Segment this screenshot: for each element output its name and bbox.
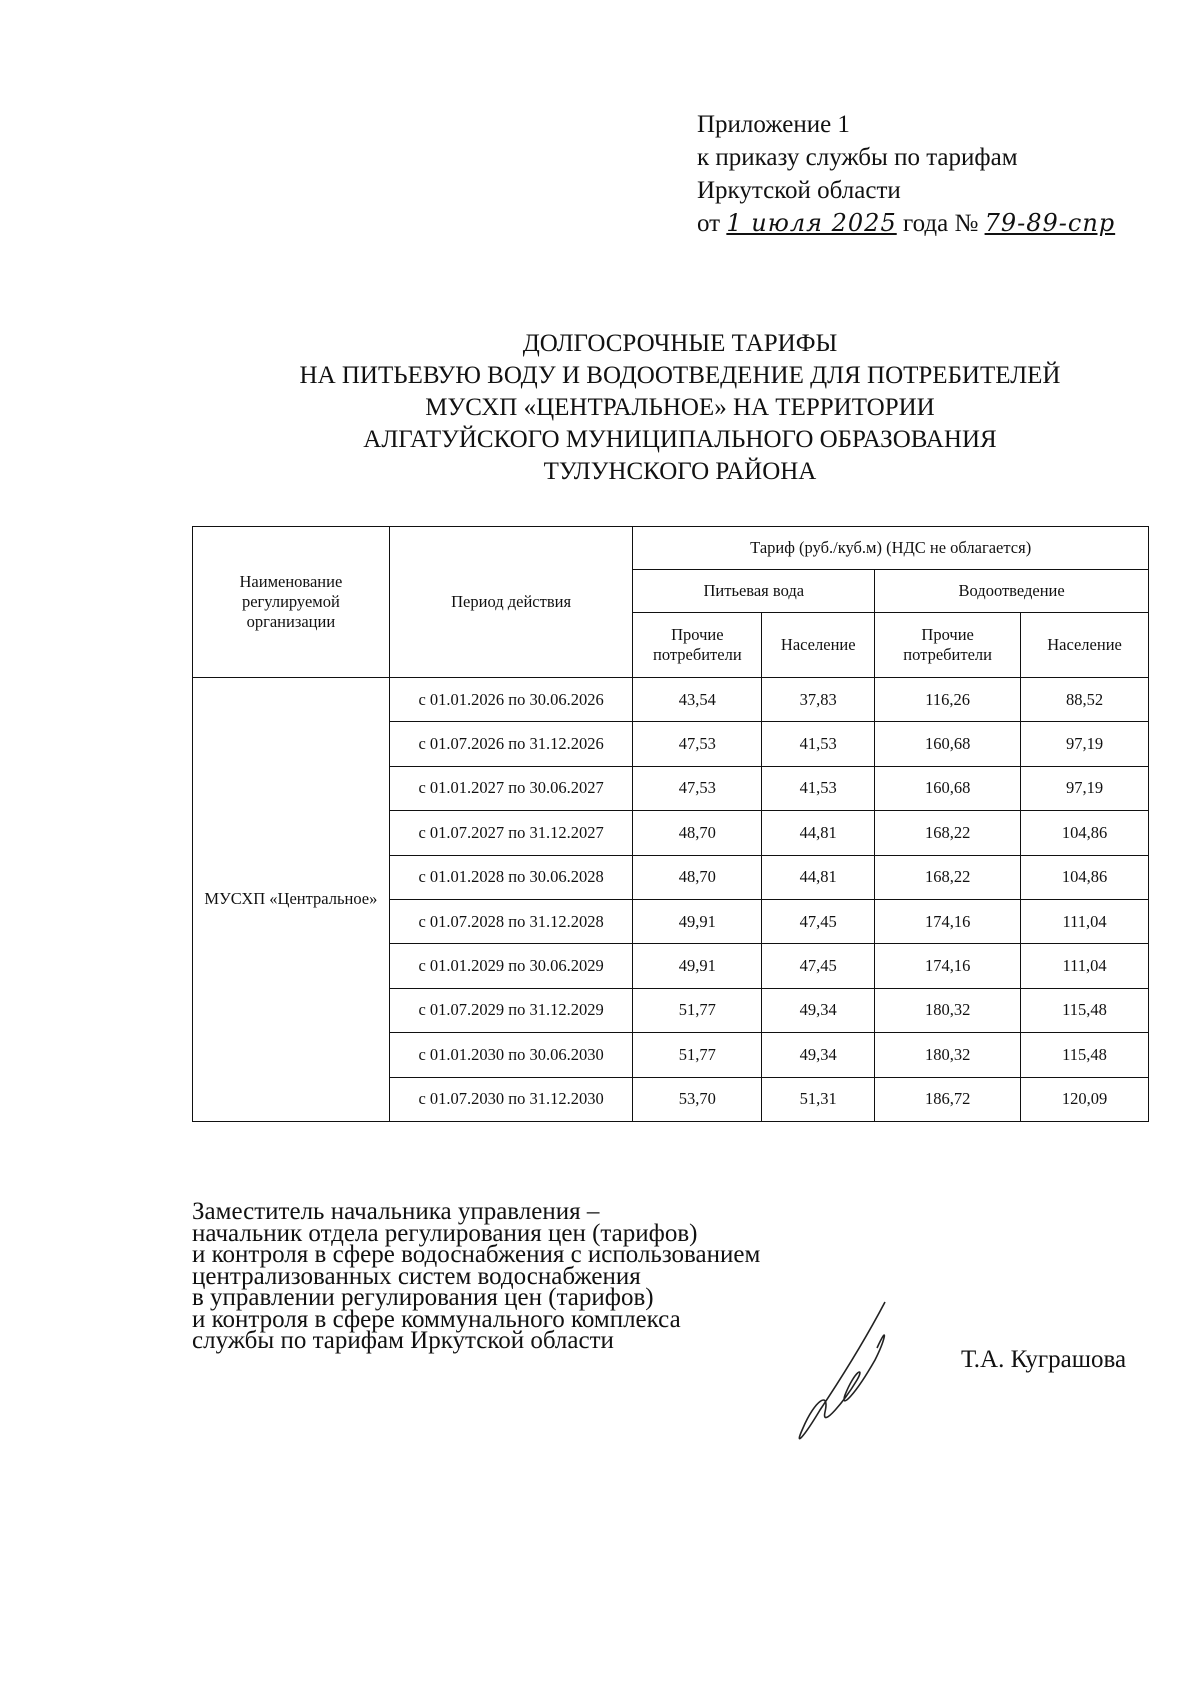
signer-title-line: централизованных систем водоснабжения [192,1262,641,1290]
signer-name: Т.А. Кугрaшова [961,1346,1127,1373]
water-population-cell: 49,34 [762,1033,875,1077]
period-cell: с 01.01.2027 по 30.06.2027 [389,766,633,810]
water-other-cell: 51,77 [633,988,762,1032]
water-population-cell: 47,45 [762,899,875,943]
appendix-line-1: Приложение 1 [697,111,850,138]
water-population-cell: 49,34 [762,988,875,1032]
sewer-other-cell: 180,32 [875,1033,1021,1077]
sewer-other-cell: 160,68 [875,766,1021,810]
appendix-line-2: к приказу службы по тарифам [697,144,1018,171]
header-water: Питьевая вода [633,570,875,613]
tariff-table [192,526,1149,1122]
water-other-cell: 49,91 [633,944,762,988]
water-population-cell: 44,81 [762,811,875,855]
signer-title-line: в управлении регулирования цен (тарифов) [192,1284,654,1311]
header-sewer: Водоотведение [875,570,1149,613]
document-title [180,328,1180,488]
title-line-3: МУСХП «ЦЕНТРАЛЬНОЕ» НА ТЕРРИТОРИИ [425,394,935,421]
water-population-cell: 37,83 [762,678,875,722]
header-water-population: Население [762,613,875,678]
water-population-cell: 51,31 [762,1077,875,1121]
signature-block [192,1198,761,1354]
handwritten-signature [785,1300,905,1450]
water-other-cell: 48,70 [633,855,762,899]
water-population-cell: 41,53 [762,722,875,766]
sewer-population-cell: 111,04 [1021,944,1149,988]
water-other-cell: 53,70 [633,1077,762,1121]
signer-title-line: Заместитель начальника управления – [192,1198,600,1225]
signer-title-line: и контроля в сфере водоснабжения с использованием [192,1241,761,1268]
period-cell: с 01.07.2028 по 31.12.2028 [389,899,633,943]
sewer-population-cell: 115,48 [1021,988,1149,1032]
organization-cell: МУСХП «Центральное» [193,678,390,1122]
sewer-other-cell: 180,32 [875,988,1021,1032]
sewer-other-cell: 168,22 [875,811,1021,855]
header-water-other: Прочие потребители [633,613,762,678]
sewer-other-cell: 174,16 [875,944,1021,988]
title-line-2: НА ПИТЬЕВУЮ ВОДУ И ВОДООТВЕДЕНИЕ ДЛЯ ПОТРЕБИТЕЛЕЙ [299,362,1061,389]
signer-title-line: службы по тарифам Иркутской области [192,1327,614,1354]
appendix-line-3: Иркутской области [697,177,901,204]
water-other-cell: 48,70 [633,811,762,855]
signer-title-line: и контроля в сфере коммунального комплекса [192,1305,681,1333]
water-other-cell: 47,53 [633,722,762,766]
period-cell: с 01.07.2029 по 31.12.2029 [389,988,633,1032]
sewer-other-cell: 116,26 [875,678,1021,722]
sewer-population-cell: 104,86 [1021,811,1149,855]
period-cell: с 01.01.2026 по 30.06.2026 [389,678,633,722]
header-sewer-population: Население [1021,613,1149,678]
sewer-other-cell: 160,68 [875,722,1021,766]
header-tariff: Тариф (руб./куб.м) (НДС не облагается) [633,527,1149,570]
order-number: 79-89-спр [984,209,1116,237]
period-cell: с 01.01.2029 по 30.06.2029 [389,944,633,988]
header-sewer-other: Прочие потребители [875,613,1021,678]
period-cell: с 01.07.2030 по 31.12.2030 [389,1077,633,1121]
appendix-line-4 [697,207,1115,240]
sewer-population-cell: 97,19 [1021,722,1149,766]
sewer-other-cell: 174,16 [875,899,1021,943]
appendix-middle: года № [902,210,979,237]
water-other-cell: 47,53 [633,766,762,810]
sewer-population-cell: 104,86 [1021,855,1149,899]
header-period: Период действия [389,527,633,678]
water-population-cell: 47,45 [762,944,875,988]
order-date: 1 июля 2025 [726,209,897,237]
water-other-cell: 51,77 [633,1033,762,1077]
table-row [193,678,1149,722]
title-line-1: ДОЛГОСРОЧНЫЕ ТАРИФЫ [522,330,838,357]
sewer-population-cell: 120,09 [1021,1077,1149,1121]
sewer-population-cell: 111,04 [1021,899,1149,943]
sewer-population-cell: 97,19 [1021,766,1149,810]
sewer-other-cell: 168,22 [875,855,1021,899]
water-population-cell: 44,81 [762,855,875,899]
water-population-cell: 41,53 [762,766,875,810]
sewer-population-cell: 88,52 [1021,678,1149,722]
period-cell: с 01.01.2028 по 30.06.2028 [389,855,633,899]
period-cell: с 01.07.2027 по 31.12.2027 [389,811,633,855]
signer-title-line: начальник отдела регулирования цен (тарифов) [192,1219,698,1247]
header-org: Наименование регулируемой организации [193,527,390,678]
title-line-5: ТУЛУНСКОГО РАЙОНА [543,458,817,485]
period-cell: с 01.07.2026 по 31.12.2026 [389,722,633,766]
appendix-header [697,108,1115,240]
water-other-cell: 43,54 [633,678,762,722]
period-cell: с 01.01.2030 по 30.06.2030 [389,1033,633,1077]
sewer-other-cell: 186,72 [875,1077,1021,1121]
sewer-population-cell: 115,48 [1021,1033,1149,1077]
appendix-prefix: от [697,210,721,237]
title-line-4: АЛГАТУЙСКОГО МУНИЦИПАЛЬНОГО ОБРАЗОВАНИЯ [363,426,997,453]
water-other-cell: 49,91 [633,899,762,943]
